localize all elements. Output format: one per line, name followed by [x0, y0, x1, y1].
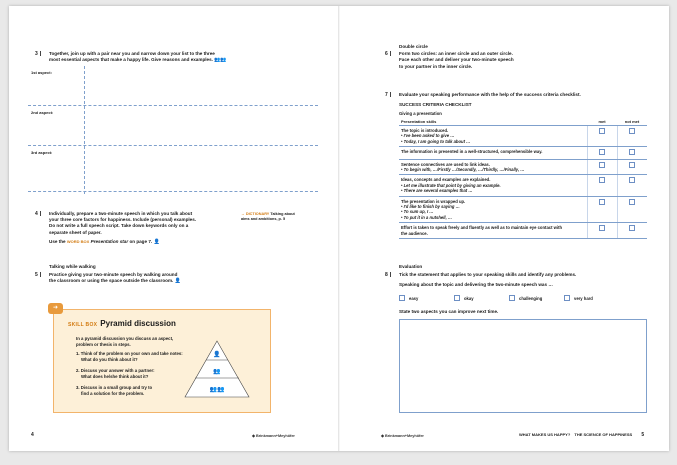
page-number-left: 4: [31, 432, 34, 438]
dictionary-tag[interactable]: → DICTIONARY: [241, 212, 270, 216]
criterion-cell: The topic is introduced. • I've been asked to give … • Today, I am going to talk about …: [399, 126, 587, 147]
table-row: [399, 223, 647, 239]
section-name: THE SCIENCE OF HAPPINESS: [574, 432, 633, 437]
aspect-row[interactable]: [28, 106, 318, 146]
exercise-text: Form two circles: an inner circle and an outer circle. Face each other and deliver your two-minute speech to your partner in the inner circle.: [399, 51, 514, 69]
option-checkbox[interactable]: [509, 295, 515, 301]
aspect-label: 1st aspect:: [31, 70, 52, 75]
option-very-hard[interactable]: very hard: [564, 295, 619, 301]
section-heading: Talking while walking: [49, 264, 96, 269]
not-met-checkbox-cell: [617, 223, 647, 239]
individual-work-icon: 👤: [153, 238, 160, 245]
met-checkbox[interactable]: [599, 128, 605, 134]
not-met-checkbox-cell: [617, 175, 647, 196]
table-row: [399, 196, 647, 223]
not-met-checkbox-cell: [617, 196, 647, 223]
not-met-checkbox[interactable]: [629, 149, 635, 155]
option-okay[interactable]: okay: [454, 295, 509, 301]
met-checkbox[interactable]: [599, 177, 605, 183]
checklist-title: SUCCESS CRITERIA CHECKLIST: [399, 102, 472, 107]
exercise-text: Together, join up with a pair near you and narrow down your list to the three most essential aspects that make a happy life. Give reasons and examples. 👥👥: [49, 51, 226, 64]
checklist-table: [399, 118, 647, 239]
exercise-number: 5: [35, 272, 41, 278]
option-checkbox[interactable]: [454, 295, 460, 301]
exercise-6: [385, 44, 639, 70]
table-row: [399, 147, 647, 159]
not-met-checkbox[interactable]: [629, 199, 635, 205]
pyramid-level-icon: 👥: [213, 368, 221, 375]
improvement-answer-box[interactable]: [399, 319, 647, 413]
book-spread: [9, 6, 669, 451]
skill-box: [52, 305, 271, 413]
not-met-checkbox[interactable]: [629, 177, 635, 183]
criterion-cell: Ideas, concepts and examples are explained. • Let me illustrate that point by giving an example. • There are several examples that …: [399, 175, 587, 196]
exercise-number: 3: [35, 51, 41, 57]
table-header-row: [399, 118, 647, 126]
pyramid-level-icon: 👥👥: [209, 386, 225, 393]
skill-box-title: Pyramid discussion: [100, 319, 176, 328]
met-checkbox[interactable]: [599, 199, 605, 205]
criterion-cell: Sentence connectives are used to link ideas. • To begin with, …/Firstly …/Secondly, …/Thirdly, …/Finally, …: [399, 159, 587, 175]
exercise-5: [35, 264, 249, 285]
met-checkbox[interactable]: [599, 162, 605, 168]
exercise-text: Individually, prepare a two-minute speech in which you talk about your three core factors for happiness. Include (personal) examples. Do not write a full speech script. Take down keywords only on a separate sheet of paper.: [49, 211, 197, 235]
aspect-label: 3rd aspect:: [31, 150, 53, 155]
skill-step: 1. Think of the problem on your own and take notes: What do you think about it?: [76, 351, 183, 362]
criterion-cell: Effort is taken to speak freely and fluently as well as to maintain eye contact with the audience.: [399, 223, 587, 239]
exercise-3: [35, 51, 299, 64]
skill-box-header: [68, 319, 176, 328]
aspect-label: 2nd aspect:: [31, 110, 54, 115]
column-header: met: [587, 118, 617, 126]
section-heading: Evaluation: [399, 264, 423, 269]
word-box-reference: Use the WORD BOX Presentation star on page 7. 👤: [49, 238, 160, 245]
not-met-checkbox-cell: [617, 159, 647, 175]
not-met-checkbox[interactable]: [629, 128, 635, 134]
option-checkbox[interactable]: [399, 295, 405, 301]
section-heading: Double circle: [399, 44, 428, 49]
exercise-text: Tick the statement that applies to your speaking skills and identify any problems.: [399, 272, 577, 278]
pyramid-level-icon: 👤: [213, 351, 221, 358]
met-checkbox-cell: [587, 223, 617, 239]
exercise-text: Practice giving your two-minute speech by walking around the classroom or using the space outside the classroom. 👤: [49, 272, 181, 285]
table-row: [399, 159, 647, 175]
met-checkbox-cell: [587, 196, 617, 223]
checklist-subtitle: Giving a presentation: [399, 111, 442, 116]
running-footer: [519, 432, 644, 438]
column-header: not met: [617, 118, 647, 126]
pyramid-diagram: [184, 340, 250, 398]
running-head: WHAT MAKES US HAPPY?: [519, 432, 571, 437]
not-met-checkbox-cell: [617, 126, 647, 147]
met-checkbox[interactable]: [599, 149, 605, 155]
exercise-number: 7: [385, 92, 391, 98]
column-header: Presentation skills: [399, 118, 587, 126]
exercise-number: 6: [385, 51, 391, 57]
met-checkbox-cell: [587, 159, 617, 175]
met-checkbox-cell: [587, 147, 617, 159]
success-criteria-checklist: [399, 102, 647, 239]
arrow-icon: ➜: [48, 303, 63, 314]
aspect-row[interactable]: [28, 146, 318, 192]
exercise-4: [35, 211, 239, 245]
table-row: [399, 126, 647, 147]
page-number-right: 5: [641, 432, 645, 438]
difficulty-options: [399, 295, 619, 301]
right-page: [339, 6, 669, 451]
exercise-7: [385, 92, 649, 98]
option-challenging[interactable]: challenging: [509, 295, 564, 301]
aspect-row[interactable]: [28, 66, 318, 106]
publisher-logo: ◆ Brinkmann+Meyhöfer: [381, 434, 424, 438]
pair-work-icon: 👥👥: [214, 57, 226, 64]
skill-step: 3. Discuss in a small group and try to find a solution for the problem.: [76, 385, 153, 396]
skill-step: 2. Discuss your answer with a partner: What does he/she think about it?: [76, 368, 155, 379]
criterion-cell: The presentation is wrapped up. • I'd like to finish by saying … • To sum up, I … • To put it in a nutshell, …: [399, 196, 587, 223]
evaluation-question: Speaking about the topic and delivering the two-minute speech was …: [399, 282, 553, 288]
option-easy[interactable]: easy: [399, 295, 454, 301]
met-checkbox-cell: [587, 175, 617, 196]
exercise-number: 8: [385, 272, 391, 278]
left-page: [9, 6, 339, 451]
skill-box-intro: In a pyramid discussion you discuss an aspect, problem or thesis in steps.: [76, 336, 174, 347]
aspects-writing-area[interactable]: [28, 66, 318, 194]
exercise-number: 4: [35, 211, 41, 217]
improvement-prompt: State two aspects you can improve next time.: [399, 309, 499, 314]
individual-work-icon: 👤: [174, 278, 181, 285]
table-row: [399, 175, 647, 196]
publisher-logo: ◆ Brinkmann+Meyhöfer: [252, 434, 295, 438]
exercise-8: [385, 264, 649, 289]
not-met-checkbox[interactable]: [629, 162, 635, 168]
met-checkbox-cell: [587, 126, 617, 147]
option-checkbox[interactable]: [564, 295, 570, 301]
word-box-link[interactable]: WORD BOX: [66, 238, 90, 244]
met-checkbox[interactable]: [599, 225, 605, 231]
exercise-text: Evaluate your speaking performance with the help of the success criteria checklist.: [399, 92, 581, 97]
skill-box-label: SKILL BOX: [68, 322, 98, 328]
criterion-cell: The information is presented in a well-structured, comprehensible way.: [399, 147, 587, 159]
not-met-checkbox[interactable]: [629, 225, 635, 231]
not-met-checkbox-cell: [617, 147, 647, 159]
dictionary-note: → DICTIONARY Talking about aims and ambitions, p. 5: [241, 212, 295, 221]
